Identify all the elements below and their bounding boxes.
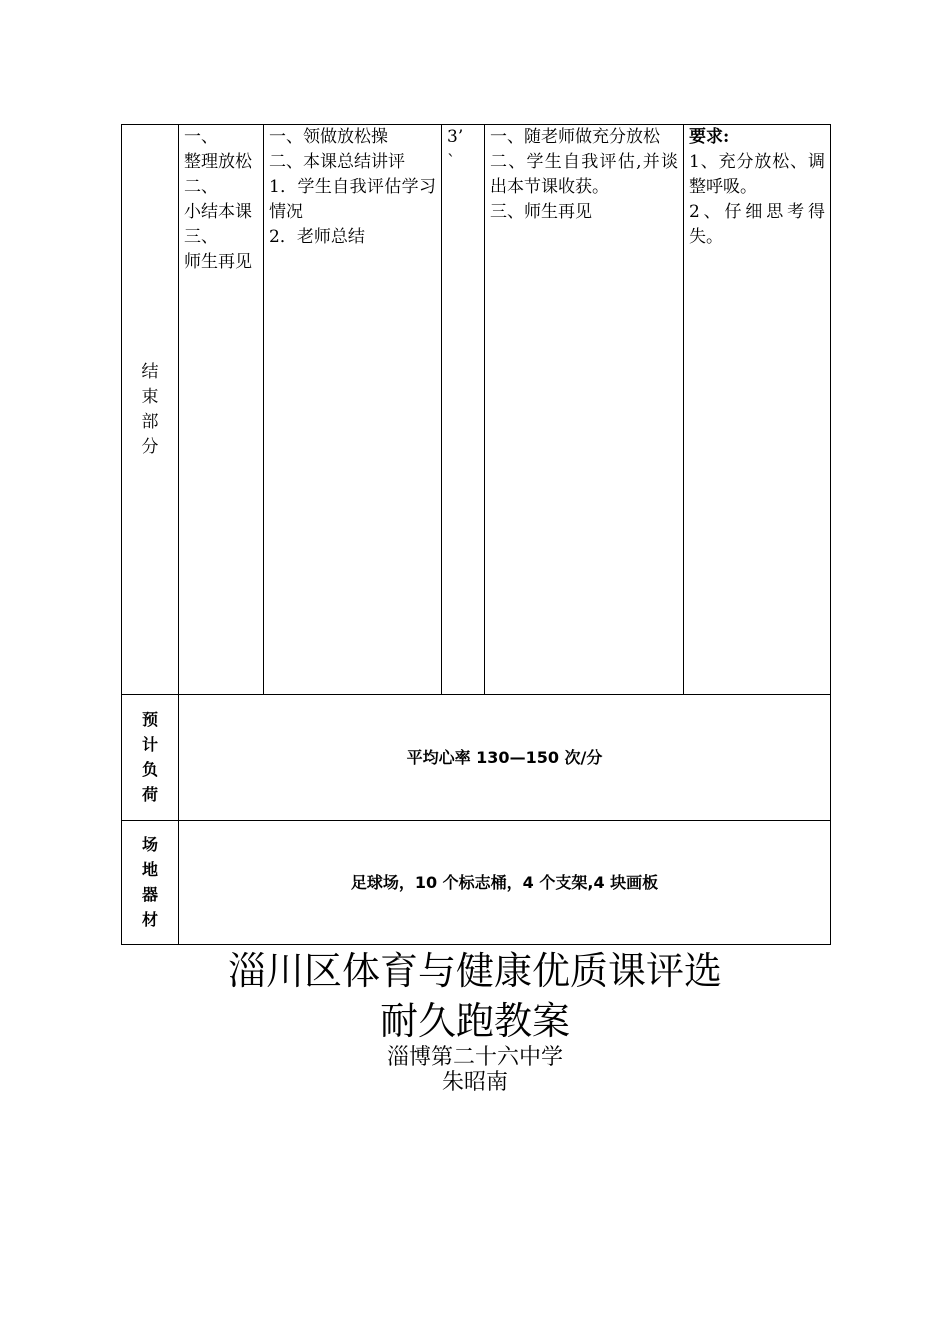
load-label-cell bbox=[122, 695, 179, 821]
equipment-row bbox=[122, 821, 831, 945]
document-title: 淄川区体育与健康优质课评选 bbox=[227, 949, 722, 993]
equipment-label-cell bbox=[122, 821, 179, 945]
equipment-value: 足球场，10 个标志桶，4 个支架,4 块画板 bbox=[350, 873, 659, 892]
equipment-label: 场地器材 bbox=[141, 835, 158, 929]
load-value: 平均心率 130—150 次/分 bbox=[406, 748, 603, 767]
equipment-value-cell bbox=[179, 821, 831, 945]
school-name: 淄博第二十六中学 bbox=[386, 1045, 563, 1070]
student-activity-text: 一、随老师做充分放松 二、学生自我评估,并谈出本节课收获。 三、师生再见 bbox=[490, 127, 678, 222]
requirements-cell bbox=[684, 125, 831, 695]
load-row bbox=[122, 695, 831, 821]
lesson-plan-table bbox=[121, 124, 831, 945]
end-section-row bbox=[122, 125, 831, 695]
time-cell bbox=[442, 125, 485, 695]
requirements-text: 1、充分放松、调整呼吸。 2、仔细思考得失。 bbox=[689, 152, 825, 247]
content-text: 一、 整理放松 二、 小结本课 三、 师生再见 bbox=[184, 127, 252, 272]
author-name: 朱昭南 bbox=[441, 1070, 508, 1095]
load-value-cell bbox=[179, 695, 831, 821]
end-section-label-cell bbox=[122, 125, 179, 695]
student-activity-cell bbox=[485, 125, 684, 695]
teacher-activity-cell bbox=[264, 125, 442, 695]
end-section-label: 结束部分 bbox=[141, 361, 159, 457]
load-label: 预计负荷 bbox=[141, 710, 158, 804]
time-text: 3’ ` bbox=[447, 127, 464, 172]
requirements-title: 要求: bbox=[689, 127, 730, 147]
content-cell bbox=[179, 125, 264, 695]
teacher-activity-text: 一、领做放松操 二、本课总结讲评 1．学生自我评估学习情况 2．老师总结 bbox=[269, 127, 436, 247]
document-subtitle: 耐久跑教案 bbox=[379, 999, 570, 1043]
